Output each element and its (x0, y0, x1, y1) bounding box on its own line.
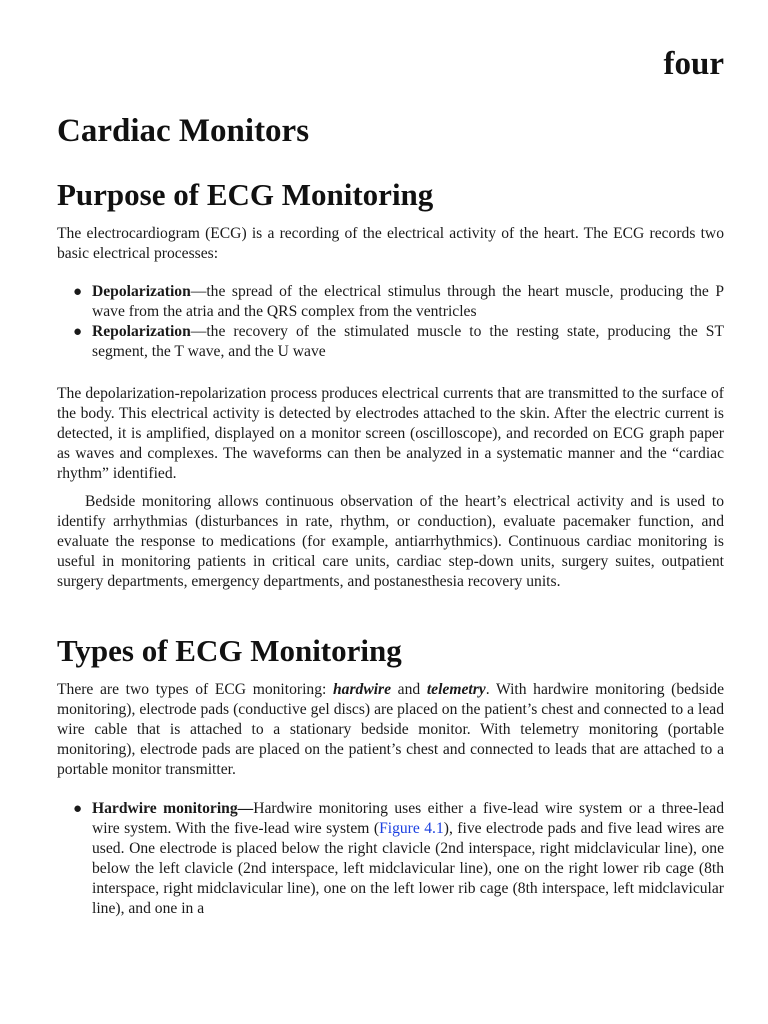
types-intro-lead: There are two types of ECG monitoring: (57, 681, 333, 698)
list-item (73, 282, 724, 322)
chapter-title: Cardiac Monitors (57, 113, 310, 149)
types-intro-rest: . With hardwire monitoring (bedside monitoring), electrode pads (conductive gel discs) are placed on the patient’s chest and connected to a lead wire cable that is attached to a stationary bedside monitor. With telemetry monitoring (portable monitoring), electrode pads are placed on the patient’s chest and connected to leads that are attached to a portable monitor transmitter. (57, 681, 725, 778)
bullet-icon: ● (73, 284, 83, 300)
depolarization-process-paragraph: The depolarization-repolarization process produces electrical currents that are transmitted to the surface of the body. This electrical activity is detected by electrodes attached to the skin. After the electric current is detected, it is amplified, displayed on a monitor screen (oscilloscope), and recorded on ECG graph paper as waves and complexes. The waveforms can then be analyzed in a systematic manner and the “cardiac rhythm” identified. (57, 385, 724, 482)
figure-4-1-link[interactable]: Figure 4.1 (379, 820, 444, 837)
term-hardwire-monitoring: Hardwire monitoring— (92, 800, 254, 817)
term-depolarization: Depolarization (92, 283, 191, 300)
section-heading-purpose: Purpose of ECG Monitoring (57, 177, 434, 212)
types-intro-and: and (391, 681, 427, 698)
bullet-icon: ● (73, 324, 83, 340)
types-intro-paragraph (57, 680, 724, 780)
term-hardwire: hardwire (332, 681, 392, 698)
purpose-intro-paragraph: The electrocardiogram (ECG) is a recording of the electrical activity of the heart. The ECG records two basic electrical processes: (57, 225, 724, 262)
section-types-body (57, 680, 724, 919)
chapter-number: four (663, 46, 724, 82)
hardwire-description-rest: ), five electrode pads and five lead wires are used. One electrode is placed below the right clavicle (2nd interspace, right midclavicular line), one below the left clavicle (2nd interspace, left midclavicular line), one on the right lower rib cage (8th interspace, right midclavicular line), one on the left lower rib cage (8th interspace, left midclavicular line), and one in a (92, 820, 724, 917)
term-repolarization: Repolarization (92, 323, 191, 340)
repolarization-definition: —the recovery of the stimulated muscle to the resting state, producing the ST segment, the T wave, and the U wave (92, 323, 724, 360)
list-item (73, 799, 725, 919)
section-purpose-body (57, 224, 724, 592)
electrical-processes-list (57, 282, 724, 362)
section-heading-types: Types of ECG Monitoring (57, 633, 402, 668)
hardwire-description-start: Hardwire monitoring uses either a five-lead wire system or a three-lead wire system. With the five-lead wire system ( (92, 800, 725, 837)
bullet-icon: ● (73, 801, 83, 817)
depolarization-definition: —the spread of the electrical stimulus through the heart muscle, producing the P wave from the atria and the QRS complex from the ventricles (92, 283, 724, 320)
term-telemetry: telemetry (426, 681, 486, 698)
list-item (73, 322, 724, 362)
monitoring-types-list (57, 799, 724, 919)
bedside-monitoring-paragraph: Bedside monitoring allows continuous observation of the heart’s electrical activity and is used to identify arrhythmias (disturbances in rate, rhythm, or conduction), evaluate pacemaker function, and evaluate the response to medications (for example, antiarrhythmics). Continuous cardiac monitoring is useful in monitoring patients in critical care units, cardiac step-down units, surgery suites, outpatient surgery departments, emergency departments, and postanesthesia recovery units. (57, 493, 724, 590)
